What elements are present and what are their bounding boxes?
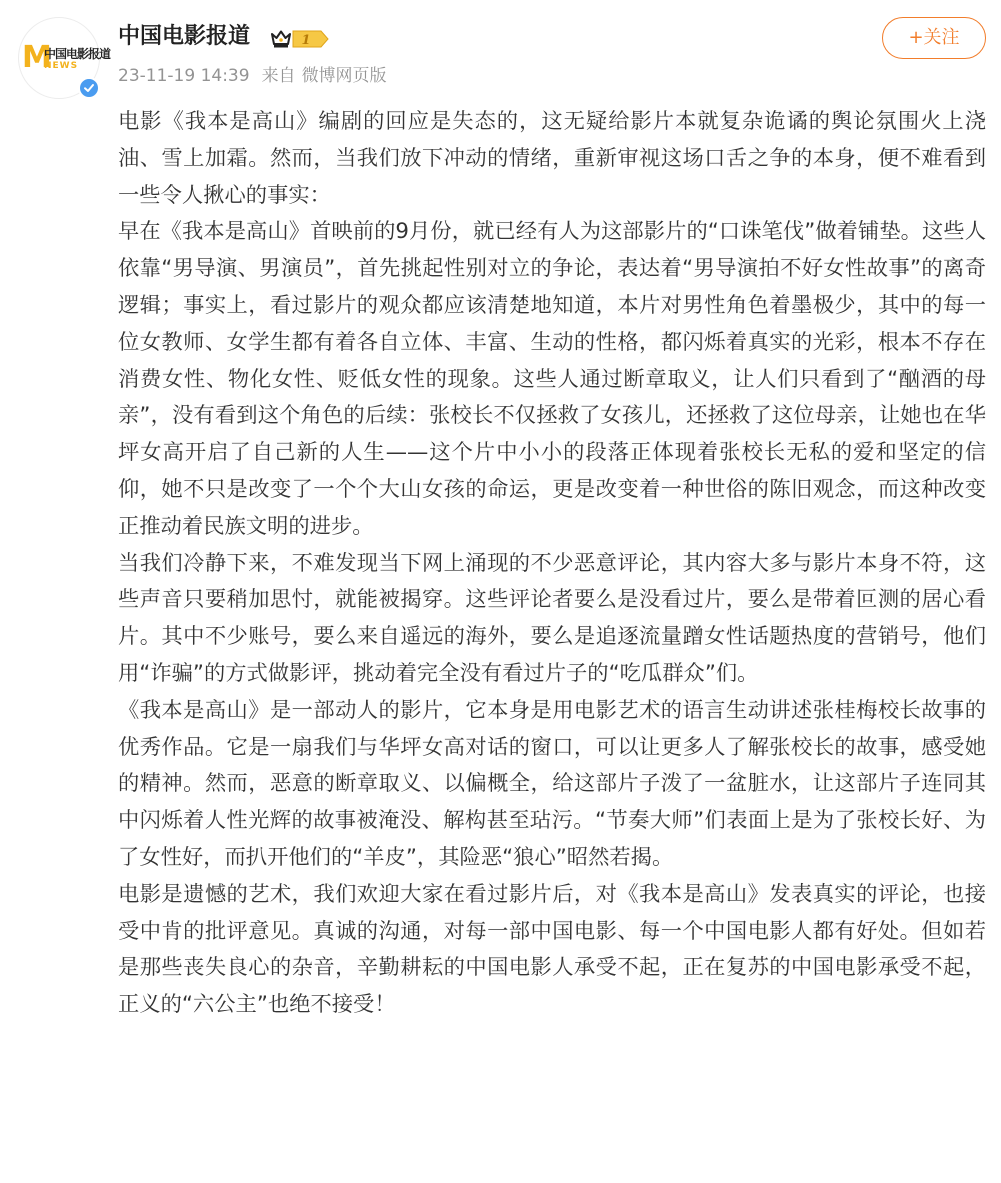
post-paragraph: 电影是遗憾的艺术，我们欢迎大家在看过影片后，对《我本是高山》发表真实的评论，也接受中肯的批评意见。真诚的沟通，对每一部中国电影、每一个中国电影人都有好处。但如若是那些丧失良心的杂音，辛勤耕耘的中国电影人承受不起，正在复苏的中国电影承受不起，正义的“六公主”也绝不接受！ — [118, 881, 986, 1018]
post-meta — [118, 63, 387, 89]
crown-icon — [270, 29, 292, 49]
follow-button[interactable]: +关注 — [882, 17, 986, 59]
post-paragraph: 电影《我本是高山》编剧的回应是失态的，这无疑给影片本就复杂诡谲的舆论氛围火上浇油、雪上加霜。然而，当我们放下冲动的情绪，重新审视这场口舌之争的本身，便不难看到一些令人揪心的事实： — [118, 109, 986, 208]
avatar-logo-text: 中国电影报道 — [44, 47, 111, 61]
avatar-logo — [22, 40, 111, 75]
post-paragraph: 《我本是高山》是一部动人的影片，它本身是用电影艺术的语言生动讲述张桂梅校长故事的优秀作品。它是一扇我们与华坪女高对话的窗口，可以让更多人了解张校长的故事，感受她的精神。然而，恶意的断章取义、以偏概全，给这部片子泼了一盆脏水，让这部片子连同其中闪烁着人性光辉的故事被淹没、解构甚至玷污。“节奏大师”们表面上是为了张校长好、为了女性好，而扒开他们的“羊皮”，其险恶“狼心”昭然若揭。 — [118, 697, 986, 870]
level-number: 1 — [301, 33, 311, 48]
avatar-logo-news: NEWS — [44, 61, 79, 71]
author-name[interactable]: 中国电影报道 — [118, 24, 251, 49]
source-prefix: 来自 — [261, 66, 296, 86]
level-badge-icon — [291, 30, 329, 48]
verified-check-icon — [78, 77, 100, 99]
avatar-logo-letter: M — [22, 40, 52, 75]
post-content — [118, 104, 986, 1024]
post-paragraph: 当我们冷静下来，不难发现当下网上涌现的不少恶意评论，其内容大多与影片本身不符，这些声音只要稍加思忖，就能被揭穿。这些评论者要么是没看过片，要么是带着叵测的居心看片。其中不少账号，要么来自遥远的海外，要么是追逐流量蹭女性话题热度的营销号，他们用“诈骗”的方式做影评，挑动着完全没有看过片子的“吃瓜群众”们。 — [118, 550, 986, 686]
post-timestamp[interactable]: 23-11-19 14:39 — [118, 66, 250, 86]
post-paragraph: 早在《我本是高山》首映前的9月份，就已经有人为这部影片的“口诛笔伐”做着铺垫。这些人依靠“男导演、男演员”，首先挑起性别对立的争论，表达着“男导演拍不好女性故事”的离奇逻辑；事实上，看过影片的观众都应该清楚地知道，本片对男性角色着墨极少，其中的每一位女教师、女学生都有着各自立体、丰富、生动的性格，都闪烁着真实的光彩，根本不存在消费女性、物化女性、贬低女性的现象。这些人通过断章取义，让人们只看到了“酗酒的母亲”，没有看到这个角色的后续：张校长不仅拯救了女孩儿，还拯救了这位母亲，让她也在华坪女高开启了自己新的人生——这个片中小小的段落正体现着张校长无私的爱和坚定的信仰，她不只是改变了一个个大山女孩的命运，更是改变着一种世俗的陈旧观念，而这种改变正推动着民族文明的进步。 — [118, 219, 986, 539]
post-source[interactable]: 微博网页版 — [301, 66, 387, 86]
